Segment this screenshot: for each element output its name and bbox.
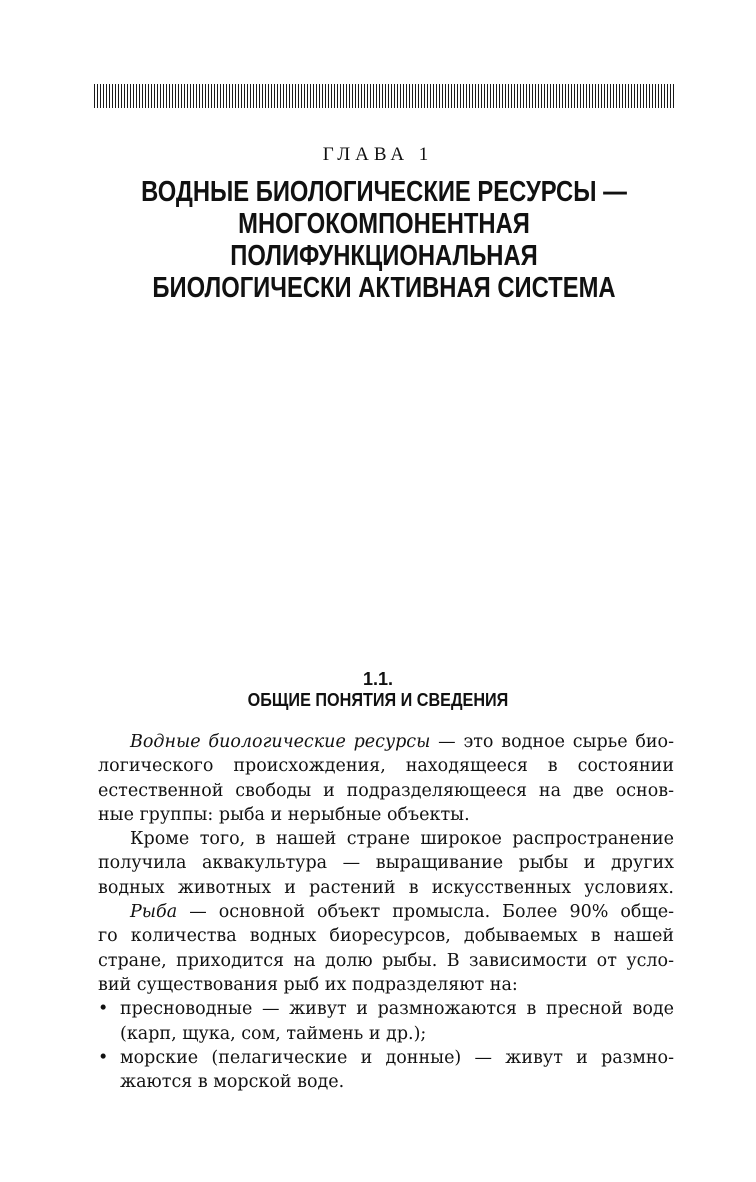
bullet-item-line: жаются в морской воде. <box>120 1072 345 1093</box>
chapter-title-line: ВОДНЫЕ БИОЛОГИЧЕСКИЕ РЕСУРСЫ — <box>141 176 627 208</box>
paragraph-line: логического происхождения, находящееся в состоянии <box>98 756 674 777</box>
chapter-title <box>135 176 634 304</box>
bullet-item-line: (карп, щука, сом, таймень и др.); <box>120 1023 427 1044</box>
paragraph-line: ные группы: рыба и нерыбные объекты. <box>98 804 470 825</box>
chapter-label: ГЛАВА 1 <box>322 144 434 165</box>
term-italic: Рыба <box>130 902 178 923</box>
paragraph-line: стране, приходится на долю рыбы. В зависимости от усло- <box>98 950 674 971</box>
paragraph-line: вий существования рыб их подразделяют на: <box>98 974 518 995</box>
term-italic: Водные биологические ресурсы <box>130 732 431 752</box>
bullet-mark: • <box>98 999 109 1020</box>
paragraph-line: водных животных и растений в искусственных условиях. <box>98 877 674 898</box>
bullet-text: морские (пелагические и донные) — живут и размно- <box>120 1047 674 1068</box>
paragraph-line: Кроме того, в нашей стране широкое распространение <box>130 829 674 850</box>
paragraph-line: естественной свободы и подразделяющееся на две основ- <box>98 780 674 801</box>
section-number: 1.1. <box>362 669 394 689</box>
bullet-item-line <box>98 1046 674 1070</box>
chapter-title-line: БИОЛОГИЧЕСКИ АКТИВНАЯ СИСТЕМА <box>152 272 616 304</box>
header-rule <box>94 84 674 108</box>
chapter-title-line: ПОЛИФУНКЦИОНАЛЬНАЯ <box>230 240 538 272</box>
paragraph-line: го количества водных биоресурсов, добываемых в нашей <box>98 926 674 947</box>
text-run: — основной объект промысла. Более 90% обще- <box>177 902 674 923</box>
body-text <box>98 730 674 1094</box>
bullet-item-line <box>98 997 674 1021</box>
paragraph-line <box>98 900 674 924</box>
paragraph-line: получила аквакультура — выращивание рыбы и других <box>98 853 674 874</box>
bullet-text: пресноводные — живут и размножаются в пресной воде <box>120 999 674 1020</box>
bullet-mark: • <box>98 1047 109 1068</box>
text-run: — это водное сырье био- <box>430 732 674 752</box>
section-title: ОБЩИЕ ПОНЯТИЯ И СВЕДЕНИЯ <box>247 690 509 710</box>
paragraph-line <box>98 730 674 754</box>
chapter-title-line: МНОГОКОМПОНЕНТНАЯ <box>238 208 530 240</box>
